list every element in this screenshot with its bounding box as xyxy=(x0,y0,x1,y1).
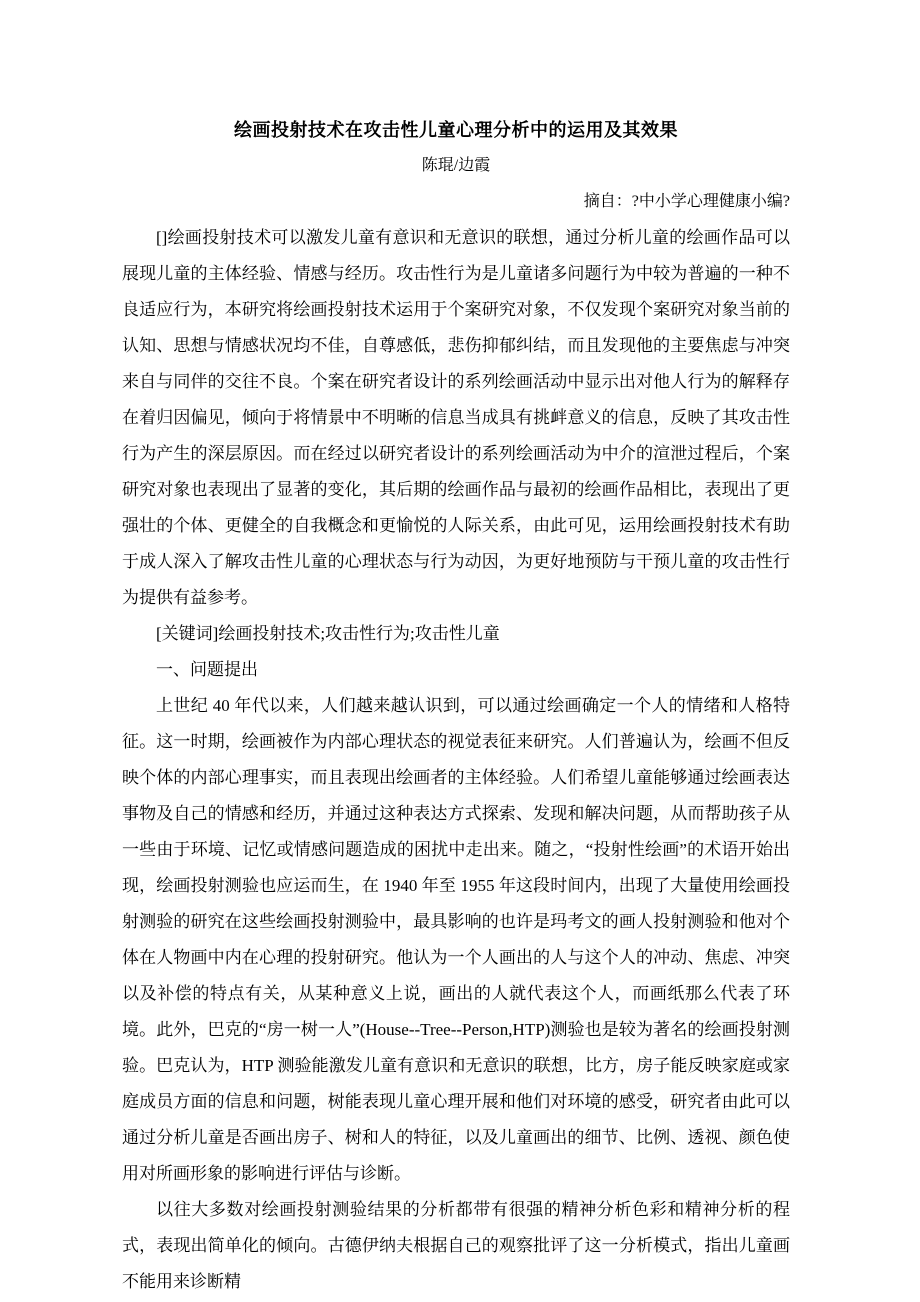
section-heading: 一、问题提出 xyxy=(156,660,258,679)
paragraph-critique: 以往大多数对绘画投射测验结果的分析都带有很强的精神分析色彩和精神分析的程式，表现出简单化的倾向。古德伊纳夫根据自己的观察批评了这一分析模式，指出儿童画不能用来诊断精 xyxy=(122,1200,790,1291)
paragraph-intro: 上世纪 40 年代以来，人们越来越认识到，可以通过绘画确定一个人的情绪和人格特征。这一时期，绘画被作为内部心理状态的视觉表征来研究。人们普遍认为，绘画不但反映个体的内部心理事实，而且表现出绘画者的主体经验。人们希望儿童能够通过绘画表达事物及自己的情感和经历，并通过这种表达方式探索、发现和解决问题，从而帮助孩子从一些由于环境、记忆或情感问题造成的困扰中走出来。随之，“投射性绘画”的术语开始出现，绘画投射测验也应运而生，在 1940 年至 1955 年这段时间内，出现了大量使用绘画投射测验的研究在这些绘画投射测验中，最具影响的也许是玛考文的画人投射测验和他对个体在人物画中内在心理的投射研究。他认为一个人画出的人与这个人的冲动、焦虑、冲突以及补偿的特点有关，从某种意义上说，画出的人就代表这个人，而画纸那么代表了环境。此外，巴克的“房一树一人”(House--Tree--Person,HTP)测验也是较为著名的绘画投射测验。巴克认为，HTP 测验能激发儿童有意识和无意识的联想，比方，房子能反映家庭或家庭成员方面的信息和问题，树能表现儿童心理开展和他们对环境的感受，研究者由此可以通过分析儿童是否画出房子、树和人的特征，以及儿童画出的细节、比例、透视、颜色使用对所画形象的影响进行评估与诊断。 xyxy=(122,696,790,1183)
document-title: 绘画投射技术在攻击性儿童心理分析中的运用及其效果 xyxy=(234,120,678,140)
source-line: 摘自：?中小学心理健康小编? xyxy=(583,193,790,210)
abstract-paragraph: []绘画投射技术可以激发儿童有意识和无意识的联想，通过分析儿童的绘画作品可以展现儿童的主体经验、情感与经历。攻击性行为是儿童诸多问题行为中较为普遍的一种不良适应行为，本研究将绘画投射技术运用于个案研究对象，不仅发现个案研究对象当前的认知、思想与情感状况均不佳，自尊感低，悲伤抑郁纠结，而且发现他的主要焦虑与冲突来自与同伴的交往不良。个案在研究者设计的系列绘画活动中显示出对他人行为的解释存在着归因偏见，倾向于将情景中不明晰的信息当成具有挑衅意义的信息，反映了其攻击性行为产生的深层原因。而在经过以研究者设计的系列绘画活动为中介的渲泄过程后，个案研究对象也表现出了显著的变化，其后期的绘画作品与最初的绘画作品相比，表现出了更强壮的个体、更健全的自我概念和更愉悦的人际关系，由此可见，运用绘画投射技术有助于成人深入了解攻击性儿童的心理状态与行为动因，为更好地预防与干预儿童的攻击性行为提供有益参考。 xyxy=(122,228,790,607)
keywords-line: [关键词]绘画投射技术;攻击性行为;攻击性儿童 xyxy=(156,624,500,643)
author-line: 陈琨/边霞 xyxy=(421,157,491,174)
